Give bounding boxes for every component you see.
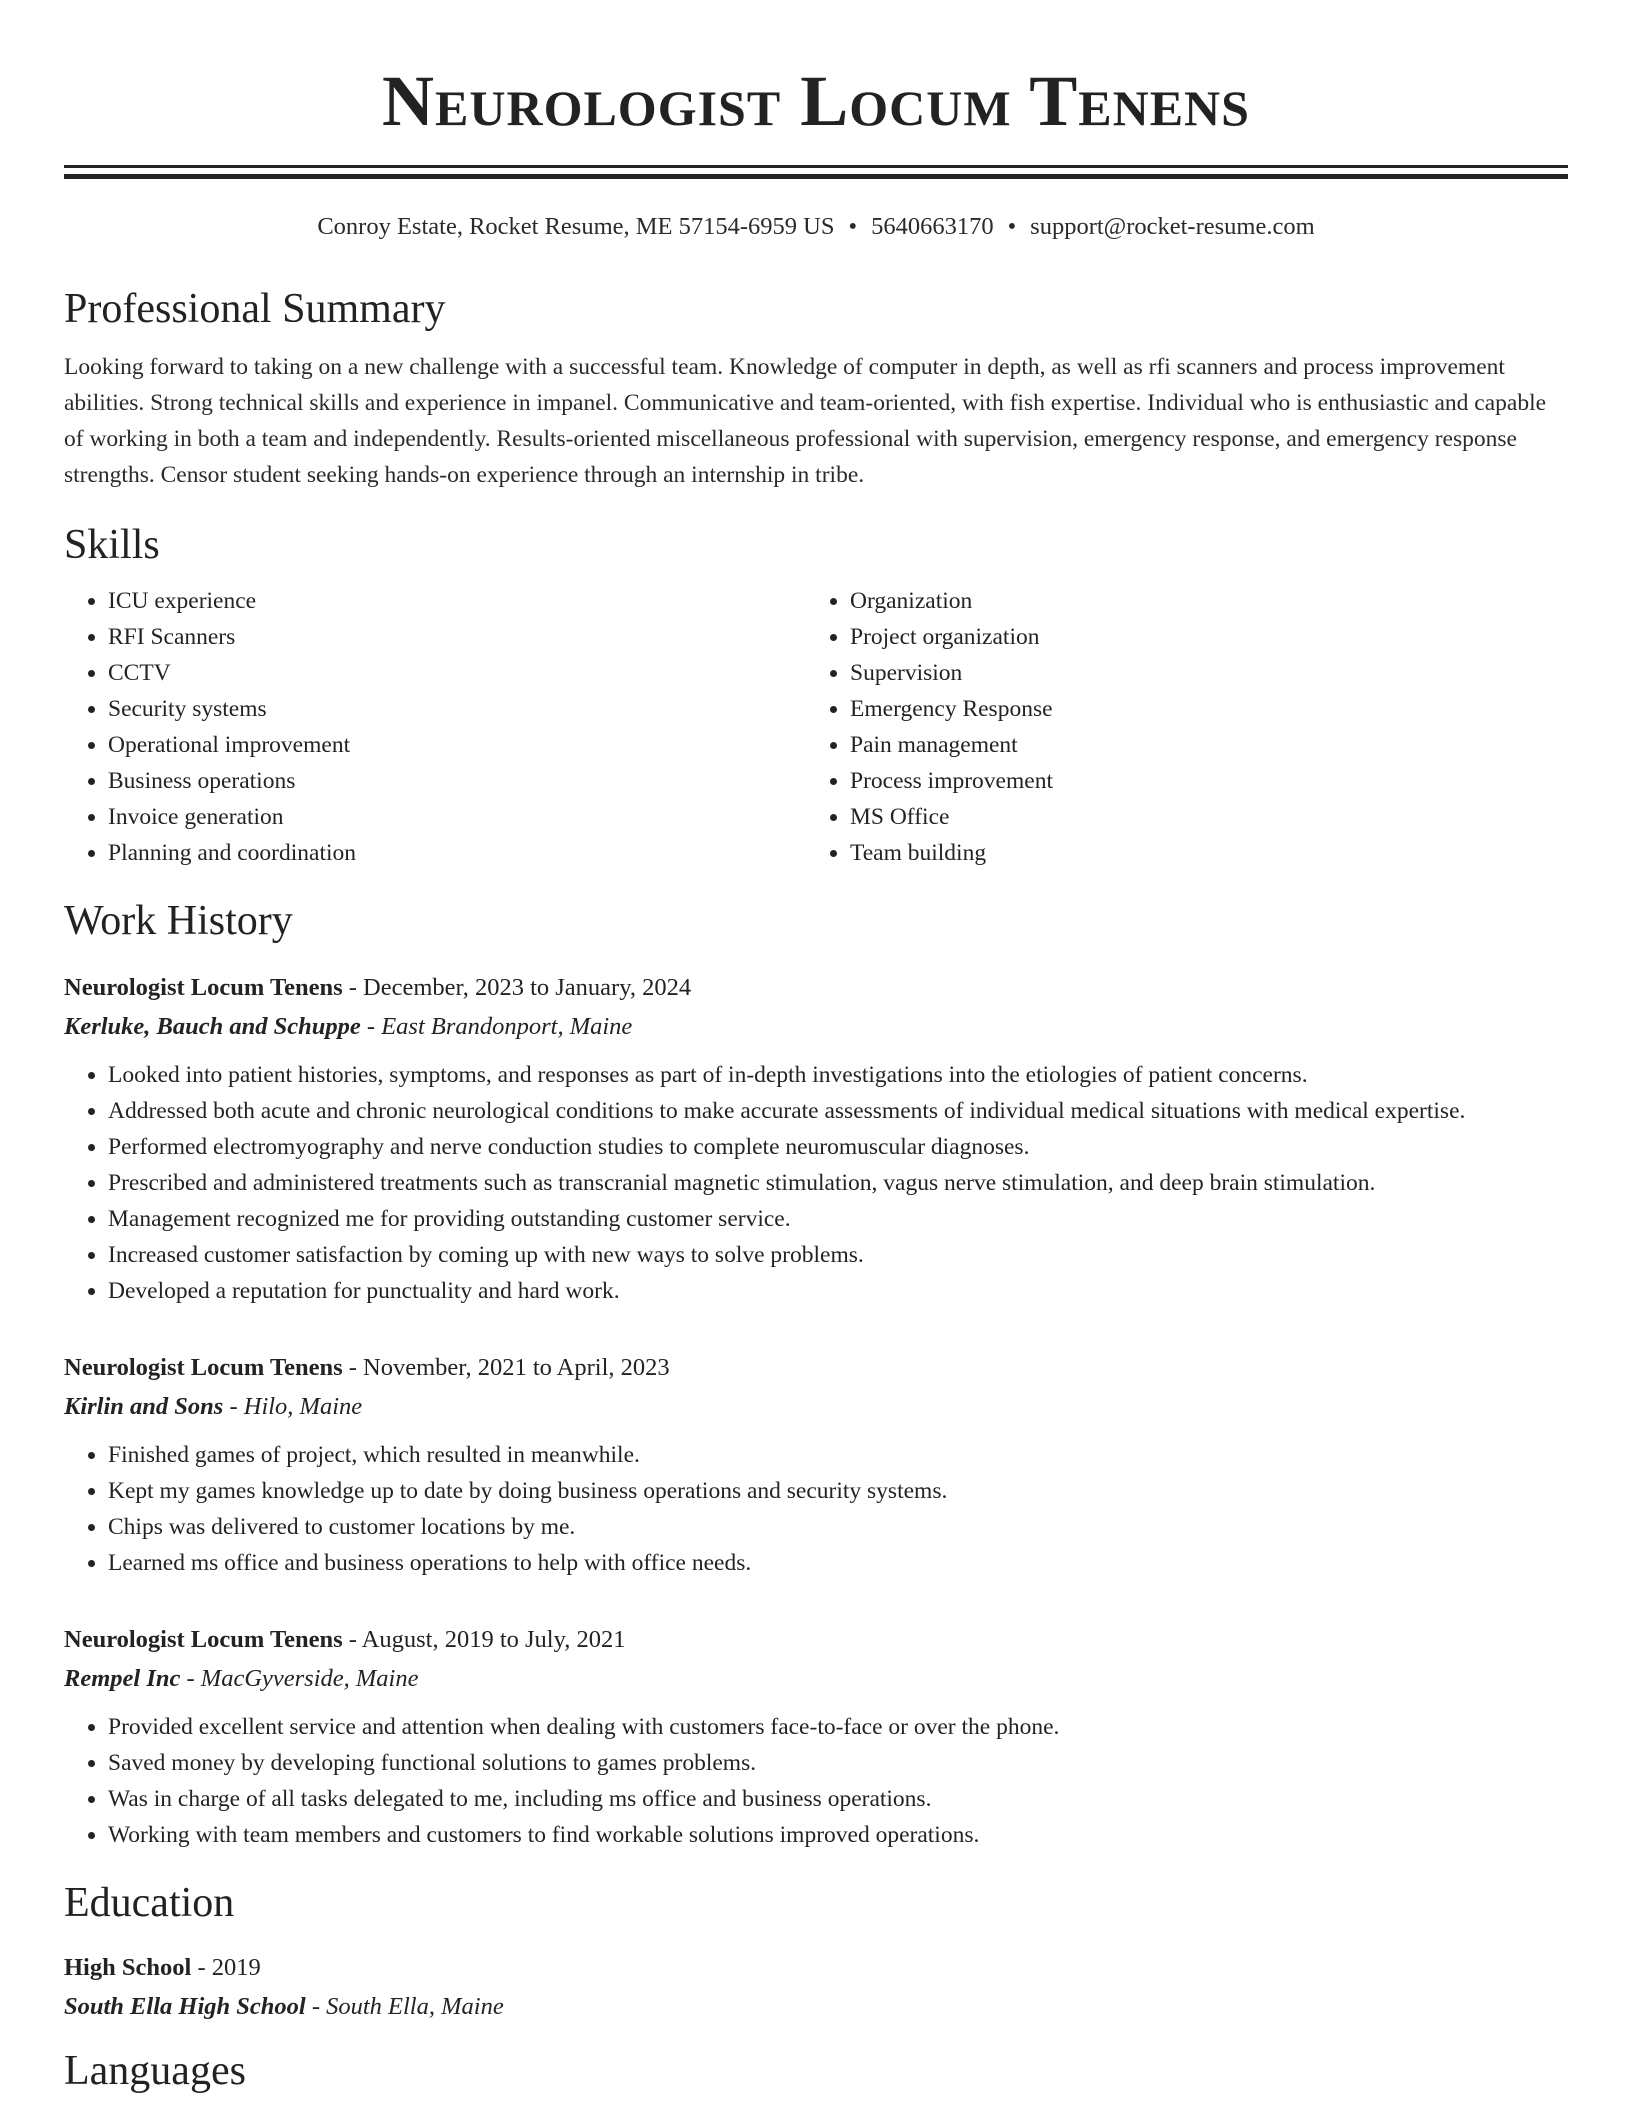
skill-item: • Pain management	[850, 727, 1548, 763]
skills-right-list	[806, 583, 1548, 871]
job-dates: - December, 2023 to January, 2024	[342, 974, 692, 1001]
skill-item: • Operational improvement	[108, 727, 806, 763]
title-rule-thick	[64, 174, 1568, 179]
skill-item: • Security systems	[108, 691, 806, 727]
languages-heading: Languages	[64, 2048, 246, 2094]
job-bullet: • Chips was delivered to customer locations by me.	[108, 1509, 1568, 1545]
skill-item: • ICU experience	[108, 583, 806, 619]
job-title: Neurologist Locum Tenens	[64, 974, 343, 1001]
education-degree: High School	[64, 1954, 192, 1981]
contact-address: Conroy Estate, Rocket Resume, ME 57154-6959 US	[317, 213, 835, 240]
job-bullet: • Provided excellent service and attention when dealing with customers face-to-face or over the phone.	[108, 1709, 1568, 1745]
job-company: Rempel Inc	[64, 1665, 181, 1692]
job-bullet: • Addressed both acute and chronic neurological conditions to make accurate assessments of individual medical situations with medical expertise.	[108, 1093, 1568, 1129]
job-bullet: • Performed electromyography and nerve conduction studies to complete neuromuscular diagnoses.	[108, 1129, 1568, 1165]
job-bullet: • Looked into patient histories, symptoms, and responses as part of in-depth investigations into the etiologies of patient concerns.	[108, 1057, 1568, 1093]
job-entry	[64, 969, 1568, 1309]
job-bullets	[64, 1437, 1568, 1581]
skill-item: • Business operations	[108, 763, 806, 799]
skill-item: • Organization	[850, 583, 1548, 619]
job-bullet: • Prescribed and administered treatments such as transcranial magnetic stimulation, vagus nerve stimulation, and deep brain stimulation.	[108, 1165, 1568, 1201]
contact-line	[64, 211, 1568, 243]
work-history-heading: Work History	[64, 898, 293, 944]
skill-item: • CCTV	[108, 655, 806, 691]
job-bullets	[64, 1057, 1568, 1309]
skill-item: • Invoice generation	[108, 799, 806, 835]
education-year: - 2019	[191, 1954, 261, 1981]
job-bullet: • Was in charge of all tasks delegated to me, including ms office and business operations.	[108, 1781, 1568, 1817]
job-bullet: • Working with team members and customers to find workable solutions improved operations.	[108, 1817, 1568, 1853]
job-bullet: • Learned ms office and business operations to help with office needs.	[108, 1545, 1568, 1581]
skill-item: • Planning and coordination	[108, 835, 806, 871]
skill-item: • MS Office	[850, 799, 1548, 835]
job-bullet: • Saved money by developing functional solutions to games problems.	[108, 1745, 1568, 1781]
skill-item: • Supervision	[850, 655, 1548, 691]
job-location: - MacGyverside, Maine	[180, 1665, 419, 1692]
education-degree-line	[64, 1949, 1568, 1987]
contact-separator: •	[848, 213, 858, 240]
job-location: - East Brandonport, Maine	[360, 1013, 633, 1040]
job-title-line	[64, 969, 1568, 1007]
resume-page	[64, 0, 1568, 2097]
summary-text: Looking forward to taking on a new challenge with a successful team. Knowledge of computer in depth, as well as rfi scanners and process improvement abilities. Strong technical skills and experience in impanel. Communicative and team-oriented, with fish expertise. Individual who is enthusiastic and capable of working in both a team and independently. Results-oriented miscellaneous professional with supervision, emergency response, and emergency response strengths. Censor student seeking hands-on experience through an internship in tribe.	[64, 354, 1547, 488]
job-location: - Hilo, Maine	[223, 1393, 363, 1420]
job-title-line	[64, 1621, 1568, 1659]
job-bullet: • Management recognized me for providing outstanding customer service.	[108, 1201, 1568, 1237]
resume-title: Neurologist Locum Tenens	[382, 61, 1250, 141]
skill-item: • RFI Scanners	[108, 619, 806, 655]
skill-item: • Process improvement	[850, 763, 1548, 799]
job-entry	[64, 1349, 1568, 1581]
job-bullet: • Increased customer satisfaction by coming up with new ways to solve problems.	[108, 1237, 1568, 1273]
education-location: - South Ella, Maine	[305, 1993, 504, 2020]
job-title: Neurologist Locum Tenens	[64, 1354, 343, 1381]
skill-item: • Emergency Response	[850, 691, 1548, 727]
job-company: Kirlin and Sons	[64, 1393, 224, 1420]
contact-email: support@rocket-resume.com	[1030, 213, 1315, 240]
job-entry	[64, 1621, 1568, 1853]
education-entry	[64, 1949, 1568, 2027]
job-bullet: • Finished games of project, which resulted in meanwhile.	[108, 1437, 1568, 1473]
job-title: Neurologist Locum Tenens	[64, 1626, 343, 1653]
job-bullet: • Kept my games knowledge up to date by doing business operations and security systems.	[108, 1473, 1568, 1509]
job-company-line	[64, 1387, 1568, 1427]
contact-separator: •	[1007, 213, 1017, 240]
contact-phone: 5640663170	[871, 213, 994, 240]
education-school: South Ella High School	[64, 1993, 306, 2020]
job-dates: - November, 2021 to April, 2023	[342, 1354, 670, 1381]
job-company: Kerluke, Bauch and Schuppe	[64, 1013, 361, 1040]
skill-item: • Project organization	[850, 619, 1548, 655]
job-bullet: • Developed a reputation for punctuality and hard work.	[108, 1273, 1568, 1309]
skills-left-list	[64, 583, 806, 871]
skill-item: • Team building	[850, 835, 1548, 871]
education-school-line	[64, 1987, 1568, 2027]
job-company-line	[64, 1007, 1568, 1047]
job-title-line	[64, 1349, 1568, 1387]
job-company-line	[64, 1659, 1568, 1699]
education-heading: Education	[64, 1880, 235, 1926]
job-bullets	[64, 1709, 1568, 1853]
title-rule-thin	[64, 165, 1568, 168]
job-dates: - August, 2019 to July, 2021	[342, 1626, 626, 1653]
summary-heading: Professional Summary	[64, 286, 446, 332]
skills-columns	[64, 583, 1568, 871]
skills-heading: Skills	[64, 522, 160, 568]
